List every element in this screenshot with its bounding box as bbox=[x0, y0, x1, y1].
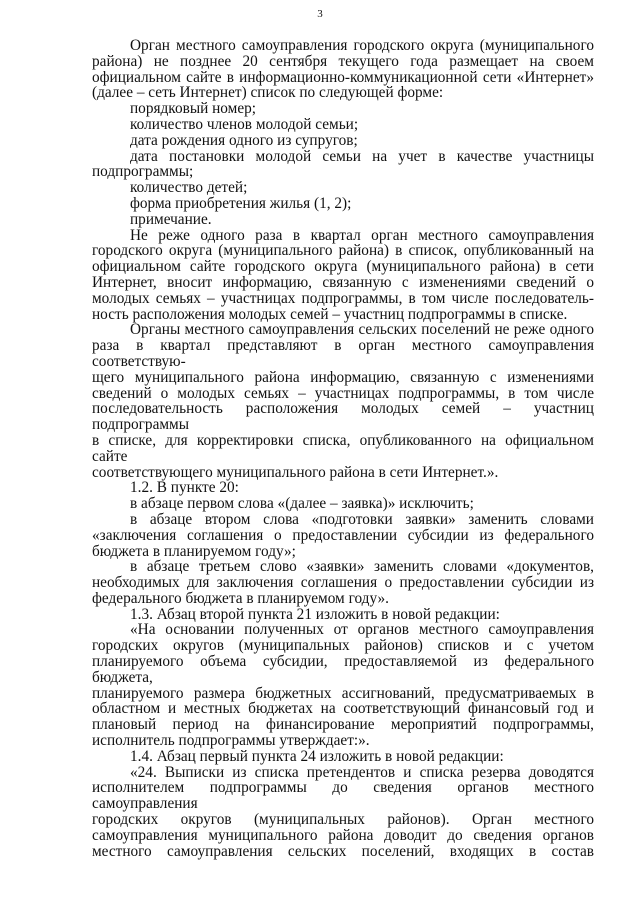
text-line: бюджета в планируемом году»; bbox=[92, 542, 296, 560]
text-line: раза в квартал представляют в орган местного самоуправления соответствую- bbox=[92, 337, 594, 370]
text-line: «заключения соглашения о предоставлении субсидии из федерального bbox=[92, 526, 594, 544]
text-line: плановый период на финансирование мероприятий подпрограммы, bbox=[92, 716, 594, 734]
text-line: Интернет, вносит информацию, связанную с изменениями сведений о bbox=[92, 273, 594, 291]
text-line: количество детей; bbox=[130, 179, 248, 197]
text-line: количество членов молодой семьи; bbox=[130, 115, 359, 133]
text-line: Органы местного самоуправления сельских поселений не реже одного bbox=[130, 321, 594, 339]
text-line: соответствующего муниципального района в сети Интернет.». bbox=[92, 463, 499, 481]
text-line: самоуправления муниципального района доводит до сведения органов bbox=[92, 826, 594, 844]
text-line: дата постановки молодой семьи на учет в качестве участницы bbox=[130, 147, 594, 165]
text-line: городских округов (муниципальных районов) списков и с учетом bbox=[92, 637, 594, 655]
text-line: 1.2. В пункте 20: bbox=[130, 479, 239, 497]
text-line: планируемого размера бюджетных ассигнований, предусматриваемых в bbox=[92, 684, 594, 702]
text-line: в абзаце втором слова «подготовки заявки» заменить словами bbox=[130, 510, 594, 528]
text-line: исполнителем подпрограммы до сведения органов местного самоуправления bbox=[92, 779, 594, 813]
text-line: местного самоуправления сельских поселений, входящих в состав bbox=[92, 842, 594, 860]
text-line: последовательность расположения молодых семей – участниц подпрограммы bbox=[92, 400, 594, 434]
text-line: «На основании полученных от органов местного самоуправления bbox=[130, 621, 594, 639]
text-line: в абзаце первом слова «(далее – заявка)» исключить; bbox=[130, 495, 474, 513]
text-line: подпрограммы; bbox=[92, 163, 194, 181]
document-body bbox=[92, 38, 594, 859]
text-line: (далее – сеть Интернет) список по следующей форме: bbox=[92, 84, 444, 102]
text-line: Не реже одного раза в квартал орган местного самоуправления bbox=[130, 226, 594, 244]
text-line: городского округа (муниципального района) в список, опубликованный на bbox=[92, 242, 594, 260]
text-line: сведений о молодых семьях – участницах подпрограммы, в том числе bbox=[92, 384, 594, 402]
page-number: 3 bbox=[317, 8, 323, 20]
text-line: форма приобретения жилья (1, 2); bbox=[130, 194, 352, 212]
text-line: в абзаце третьем слово «заявки» заменить словами «документов, bbox=[130, 558, 594, 576]
text-line: примечание. bbox=[130, 210, 212, 228]
text-line: порядковый номер; bbox=[130, 100, 257, 118]
text-line: «24. Выписки из списка претендентов и списка резерва доводятся bbox=[130, 763, 594, 781]
text-line: планируемого объема субсидии, предоставляемой из федерального бюджета, bbox=[92, 653, 594, 686]
text-line: молодых семьях – участницах подпрограммы, в том числе последователь- bbox=[92, 289, 594, 307]
text-line: в списке, для корректировки списка, опубликованного на официальном сайте bbox=[92, 431, 594, 465]
text-line: 1.4. Абзац первый пункта 24 изложить в новой редакции: bbox=[130, 747, 504, 765]
text-line: щего муниципального района информацию, связанную с изменениями bbox=[92, 368, 594, 386]
text-line: официальном сайте городского округа (муниципального района) в сети bbox=[92, 258, 594, 276]
text-line: ность расположения молодых семей – участниц подпрограммы в списке. bbox=[92, 305, 568, 323]
text-line: дата рождения одного из супругов; bbox=[130, 131, 358, 149]
text-line: необходимых для заключения соглашения о предоставлении субсидии из bbox=[92, 574, 594, 592]
text-line: областном и местных бюджетах на соответствующий финансовый год и bbox=[92, 700, 594, 718]
text-line: Орган местного самоуправления городского округа (муниципального bbox=[130, 37, 594, 54]
text-line: официальном сайте в информационно-коммуникационной сети «Интернет» bbox=[92, 68, 594, 86]
text-line: исполнитель подпрограммы утверждает:». bbox=[92, 732, 370, 750]
text-line: района) не позднее 20 сентября текущего года размещает на своем bbox=[92, 52, 594, 70]
text-line: федерального бюджета в планируемом году». bbox=[92, 589, 389, 607]
text-line: 1.3. Абзац второй пункта 21 изложить в новой редакции: bbox=[130, 605, 500, 623]
text-line: городских округов (муниципальных районов). Орган местного bbox=[92, 811, 594, 829]
